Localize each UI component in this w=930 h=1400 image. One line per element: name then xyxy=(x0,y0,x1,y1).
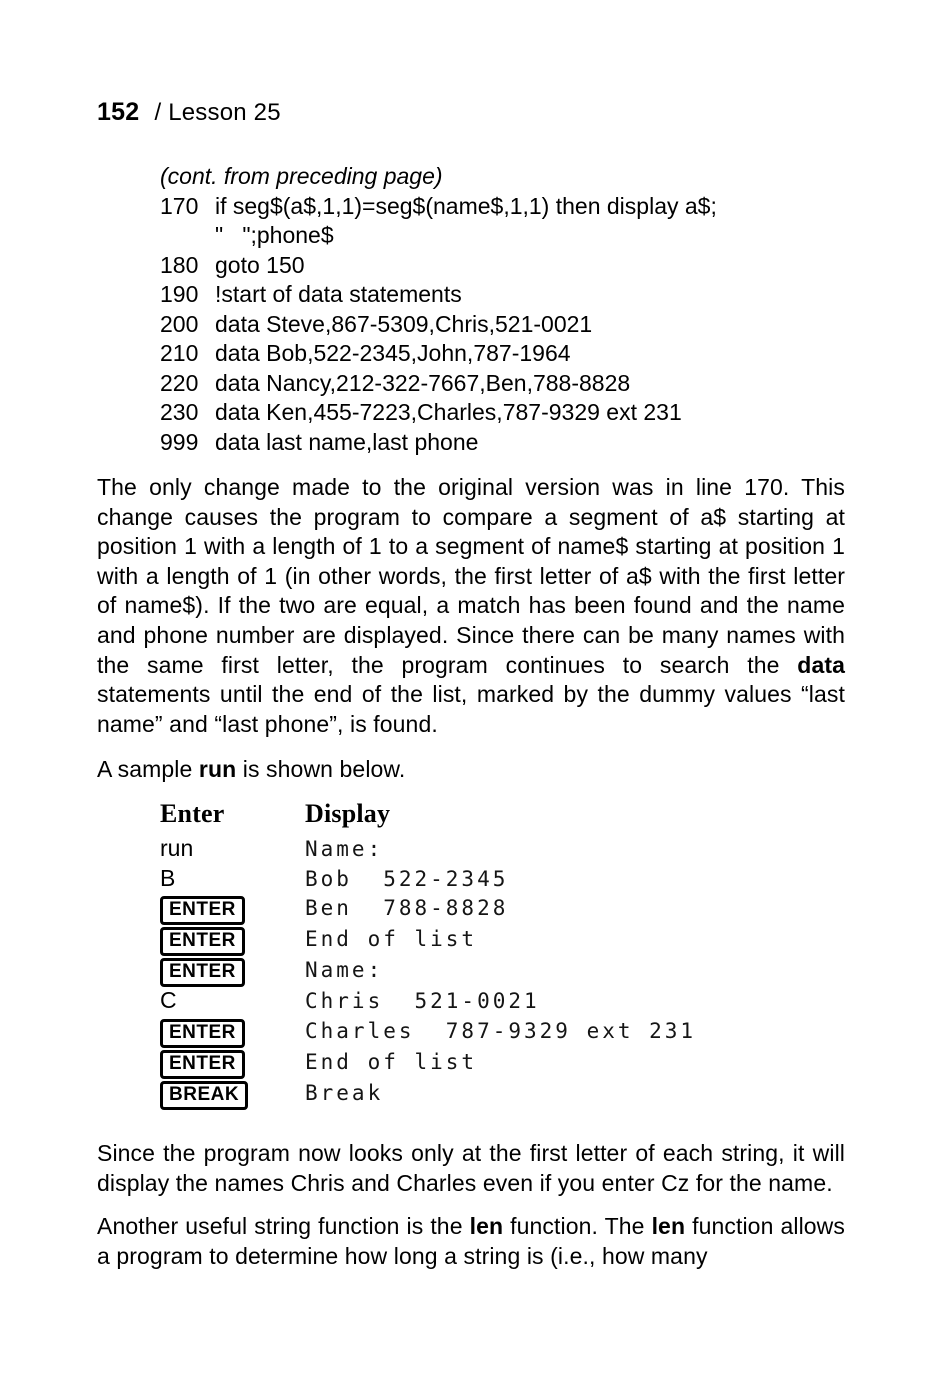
line-number: 230 xyxy=(160,399,199,425)
enter-keycap: ENTER xyxy=(160,896,245,925)
sample-run-leadin xyxy=(97,755,845,785)
table-row xyxy=(160,956,845,987)
code-listing xyxy=(160,162,845,457)
code-text: if seg$(a$,1,1)=seg$(name$,1,1) then display a$; xyxy=(215,192,717,219)
display-output: End of list xyxy=(305,927,478,952)
display-column-header: Display xyxy=(305,798,391,828)
paragraph-text: function. The xyxy=(503,1213,652,1240)
display-output: Bob 522-2345 xyxy=(305,866,509,891)
paragraph-text: function allows a program to determine how long a string is (i.e., how many xyxy=(97,1213,845,1269)
table-row xyxy=(160,894,845,925)
display-output: Name: xyxy=(305,958,384,983)
code-text: " ";phone$ xyxy=(215,222,334,248)
enter-keycap: ENTER xyxy=(160,927,245,956)
paragraph-text: Another useful string function is the xyxy=(97,1213,470,1240)
running-head xyxy=(97,98,845,127)
typed-input: B xyxy=(160,864,176,891)
line-number: 190 xyxy=(160,281,199,307)
code-line-210 xyxy=(160,339,845,369)
display-output: Charles 787-9329 ext 231 xyxy=(305,1019,697,1043)
enter-keycap: ENTER xyxy=(160,1019,245,1048)
paragraph-text: A sample xyxy=(97,756,199,783)
display-output: Break xyxy=(305,1081,384,1105)
display-output: End of list xyxy=(305,1050,478,1074)
display-output: Ben 788-8828 xyxy=(305,896,509,921)
paragraph-text: The only change made to the original version was in line 170. This change causes the program to compare a segment of a$ starting at position 1 with a length of 1 to a segment of name$ starting at position 1 with a length of 1 (in other words, the first letter of a$ with the first letter of name$). If the two are equal, a match has been found and the name and phone number are displayed. Since there can be many names with the same first letter, the program continues to search the xyxy=(97,474,845,678)
table-row xyxy=(160,987,845,1017)
code-line-180 xyxy=(160,251,845,281)
enter-display-table xyxy=(160,799,845,1110)
table-row xyxy=(160,1048,845,1079)
line-number: 220 xyxy=(160,369,199,396)
display-output: Name: xyxy=(305,836,384,861)
display-output: Chris 521-0021 xyxy=(305,989,540,1014)
paragraph-line170-explanation xyxy=(97,473,845,739)
code-text: !start of data statements xyxy=(215,281,462,307)
code-line-220 xyxy=(160,369,845,399)
table-row xyxy=(160,865,845,895)
bold-len-keyword: len xyxy=(651,1213,686,1240)
code-text: goto 150 xyxy=(215,251,305,278)
enter-column-header: Enter xyxy=(160,798,225,828)
paragraph-text: is shown below. xyxy=(236,756,406,783)
table-row xyxy=(160,1017,845,1048)
table-row xyxy=(160,1079,845,1110)
code-line-200 xyxy=(160,310,845,340)
code-line-190 xyxy=(160,280,845,310)
typed-input: run xyxy=(160,834,194,861)
line-number: 180 xyxy=(160,251,199,278)
enter-keycap: ENTER xyxy=(160,1050,245,1079)
break-keycap: BREAK xyxy=(160,1081,248,1110)
bold-run-keyword: run xyxy=(198,756,237,783)
line-number: 170 xyxy=(160,192,199,219)
line-number: 210 xyxy=(160,340,199,366)
paragraph-first-letter-note: Since the program now looks only at the first letter of each string, it will display the names Chris and Charles even if you enter Cz for the name. xyxy=(97,1140,845,1196)
bold-data-keyword: data xyxy=(797,651,845,678)
code-continuation-note: (cont. from preceding page) xyxy=(160,163,443,189)
page-number: 152 xyxy=(97,98,140,126)
table-row xyxy=(160,925,845,956)
table-row xyxy=(160,835,845,865)
code-line-999 xyxy=(160,428,845,458)
table-header-row xyxy=(160,799,845,829)
line-number: 200 xyxy=(160,310,199,337)
code-text: data Ken,455-7223,Charles,787-9329 ext 231 xyxy=(215,399,682,425)
code-text: data Steve,867-5309,Chris,521-0021 xyxy=(215,310,593,337)
code-line-170-cont xyxy=(160,221,845,251)
code-text: data Nancy,212-322-7667,Ben,788-8828 xyxy=(215,369,631,396)
line-number: 999 xyxy=(160,428,199,455)
code-line-230 xyxy=(160,398,845,428)
lesson-title: / Lesson 25 xyxy=(154,99,281,126)
typed-input: C xyxy=(160,987,177,1014)
paragraph-len-function xyxy=(97,1212,845,1271)
enter-keycap: ENTER xyxy=(160,958,245,987)
code-line-170 xyxy=(160,192,845,222)
code-text: data Bob,522-2345,John,787-1964 xyxy=(215,340,571,366)
code-text: data last name,last phone xyxy=(215,428,479,455)
paragraph-text: statements until the end of the list, marked by the dummy values “last name” and “last phone”, is found. xyxy=(97,681,845,737)
bold-len-keyword: len xyxy=(469,1213,504,1240)
